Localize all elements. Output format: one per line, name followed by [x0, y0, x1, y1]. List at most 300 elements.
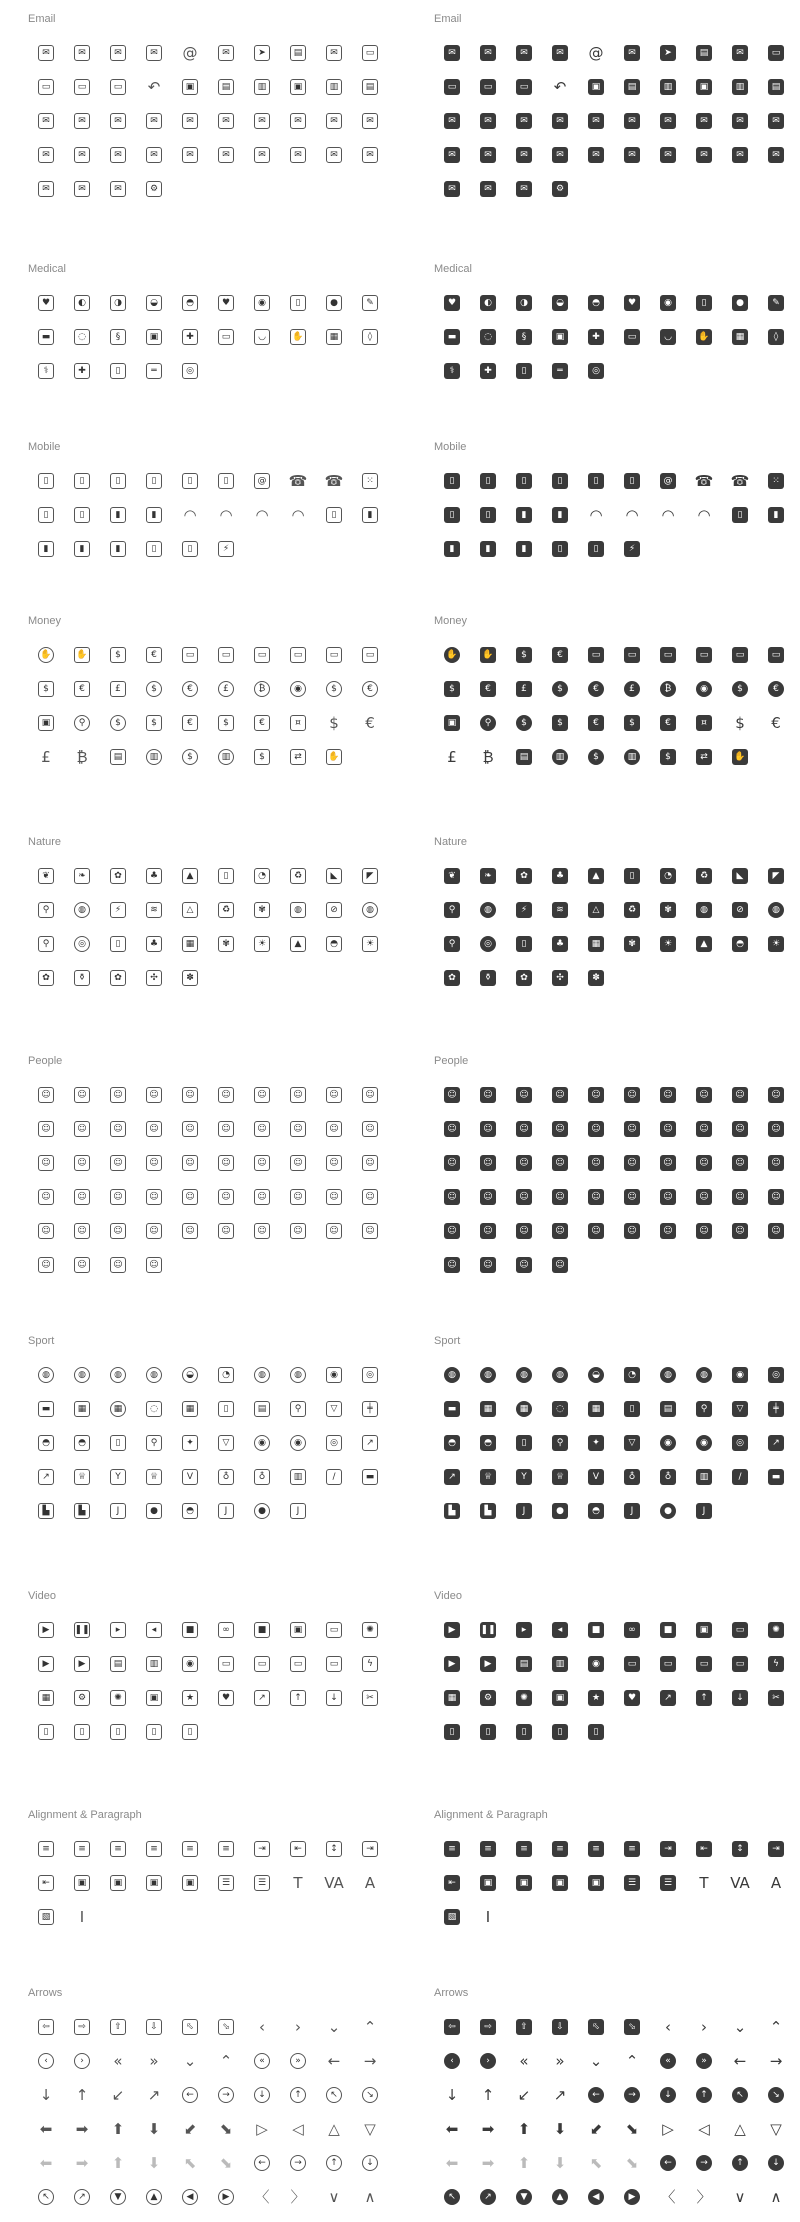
envelope-flap-icon[interactable] [506, 36, 542, 70]
javelin-icon[interactable] [434, 1460, 470, 1494]
film-heart-icon[interactable] [208, 1681, 244, 1715]
user-clown-icon[interactable] [100, 1180, 136, 1214]
chevron-down-icon[interactable] [316, 2010, 352, 2044]
user-mustache-icon[interactable] [578, 1146, 614, 1180]
vhs-icon[interactable] [208, 1647, 244, 1681]
open-chevron-up-icon[interactable] [758, 2180, 794, 2214]
faucet-icon[interactable] [28, 927, 64, 961]
swim-ring-icon[interactable] [136, 1392, 172, 1426]
user-chinese-icon[interactable] [506, 1146, 542, 1180]
user-curly-icon[interactable] [686, 1146, 722, 1180]
paper-plane-icon[interactable] [650, 36, 686, 70]
phone-text-icon[interactable] [722, 498, 758, 532]
wifi-outline-icon[interactable] [650, 498, 686, 532]
tennis-ball-icon[interactable] [280, 1358, 316, 1392]
euro-sign-icon[interactable] [352, 706, 388, 740]
open-chevron-right-icon[interactable] [280, 2180, 316, 2214]
arm-icon[interactable] [578, 1494, 614, 1528]
tree-icon[interactable] [542, 859, 578, 893]
coins-pile-icon[interactable] [542, 740, 578, 774]
baseball-icon[interactable] [506, 1358, 542, 1392]
user-cowboy-icon[interactable] [64, 1112, 100, 1146]
wallet-cards-icon[interactable] [758, 638, 794, 672]
wallet-icon[interactable] [280, 638, 316, 672]
pound-coin-icon[interactable] [614, 672, 650, 706]
clear-formatting-icon[interactable] [470, 1900, 506, 1934]
image-inline-icon[interactable] [578, 1866, 614, 1900]
tv-icon[interactable] [650, 1647, 686, 1681]
envelope-fast-icon[interactable] [614, 36, 650, 70]
potted-plant-icon[interactable] [28, 961, 64, 995]
first-aid-kit-icon[interactable] [172, 320, 208, 354]
circle-arrow-up-icon[interactable] [280, 2078, 316, 2112]
mountains-icon[interactable] [280, 927, 316, 961]
envelope-cloud-icon[interactable] [100, 172, 136, 206]
film-strip-icon[interactable] [136, 1647, 172, 1681]
hockey-puck-icon[interactable] [28, 1392, 64, 1426]
circle-corner-right-icon[interactable] [64, 2180, 100, 2214]
clapperboard-icon[interactable] [100, 1647, 136, 1681]
medal-ribbon-icon[interactable] [244, 1460, 280, 1494]
thin-arrow-down-icon[interactable] [28, 2078, 64, 2112]
sim-card-icon[interactable] [28, 498, 64, 532]
baseline-icon[interactable] [758, 1866, 794, 1900]
circle-triangle-up-icon[interactable] [136, 2180, 172, 2214]
envelope-check-icon[interactable] [280, 104, 316, 138]
pinwheel-icon[interactable] [542, 961, 578, 995]
faded-arrow-down-right-icon[interactable] [208, 2146, 244, 2180]
circle-chevron-right-icon[interactable] [64, 2044, 100, 2078]
hand-card-icon[interactable] [722, 740, 758, 774]
roller-skate-icon[interactable] [28, 1494, 64, 1528]
hospital-icon[interactable] [316, 320, 352, 354]
chevron-right-icon[interactable] [686, 2010, 722, 2044]
hockey-stick-icon[interactable] [506, 1494, 542, 1528]
circle-down-icon[interactable] [758, 2146, 794, 2180]
goal-icon[interactable] [470, 1392, 506, 1426]
envelope-stack-icon[interactable] [758, 70, 794, 104]
user-glasses-icon[interactable] [614, 1146, 650, 1180]
user-santa-icon[interactable] [208, 1180, 244, 1214]
thin-arrow-down-left-icon[interactable] [100, 2078, 136, 2112]
coin-stack-2-icon[interactable] [208, 740, 244, 774]
dollar-sign-icon[interactable] [316, 706, 352, 740]
basketball-icon[interactable] [434, 1358, 470, 1392]
signal-3g-icon[interactable] [100, 498, 136, 532]
circle-arrow-down-right-icon[interactable] [758, 2078, 794, 2112]
caduceus-icon[interactable] [28, 354, 64, 388]
clear-format-doc-icon[interactable] [28, 1900, 64, 1934]
film-share-icon[interactable] [244, 1681, 280, 1715]
clear-format-doc-icon[interactable] [434, 1900, 470, 1934]
dollar-down-icon[interactable] [208, 706, 244, 740]
basketball-hoop-icon[interactable] [506, 1392, 542, 1426]
card-chip-icon[interactable] [614, 638, 650, 672]
currency-icon[interactable] [686, 706, 722, 740]
phone-at-icon[interactable] [244, 464, 280, 498]
user-worker-icon[interactable] [434, 1146, 470, 1180]
inbox-tray-icon[interactable] [506, 70, 542, 104]
video-flv-icon[interactable] [172, 1715, 208, 1749]
money-bag-2-icon[interactable] [136, 638, 172, 672]
ambulance-icon[interactable] [614, 320, 650, 354]
bowling-pins-icon[interactable] [614, 1426, 650, 1460]
envelope-star-icon[interactable] [64, 104, 100, 138]
no-tree-icon[interactable] [316, 893, 352, 927]
faded-arrow-up-left-icon[interactable] [578, 2146, 614, 2180]
user-grandpa-icon[interactable] [506, 1112, 542, 1146]
thin-arrow-up-right-icon[interactable] [136, 2078, 172, 2112]
user-cap-icon[interactable] [280, 1078, 316, 1112]
envelope-minus-icon[interactable] [614, 104, 650, 138]
circle-triangle-down-icon[interactable] [100, 2180, 136, 2214]
arrow-up-icon[interactable] [100, 2010, 136, 2044]
medicine-icon[interactable] [100, 354, 136, 388]
phone-keypad-icon[interactable] [100, 464, 136, 498]
envelope-plus-icon[interactable] [578, 104, 614, 138]
video-wmv-icon[interactable] [136, 1715, 172, 1749]
image-right-icon[interactable] [100, 1866, 136, 1900]
arrow-right-icon[interactable] [470, 2010, 506, 2044]
arrow-down-icon[interactable] [542, 2010, 578, 2044]
rewind-icon[interactable] [542, 1613, 578, 1647]
stopwatch-icon[interactable] [614, 1358, 650, 1392]
circle-corner-right-icon[interactable] [470, 2180, 506, 2214]
film-frame-icon[interactable] [434, 1681, 470, 1715]
user-captain-icon[interactable] [578, 1214, 614, 1248]
align-right-icon[interactable] [506, 1832, 542, 1866]
bold-arrow-down-left-icon[interactable] [172, 2112, 208, 2146]
thin-arrow-down-left-icon[interactable] [506, 2078, 542, 2112]
bold-arrow-down-right-icon[interactable] [208, 2112, 244, 2146]
text-type-icon[interactable] [686, 1866, 722, 1900]
triangle-recycle-icon[interactable] [578, 893, 614, 927]
pine-tree-icon[interactable] [578, 859, 614, 893]
circle-up-icon[interactable] [316, 2146, 352, 2180]
arrow-down-icon[interactable] [136, 2010, 172, 2044]
safe-icon[interactable] [434, 706, 470, 740]
image-right-icon[interactable] [506, 1866, 542, 1900]
sun-cloud-icon[interactable] [650, 927, 686, 961]
medal-icon[interactable] [208, 1460, 244, 1494]
user-farmer-icon[interactable] [722, 1214, 758, 1248]
user-boy-icon[interactable] [506, 1078, 542, 1112]
target-icon[interactable] [316, 1426, 352, 1460]
bold-arrow-right-icon[interactable] [470, 2112, 506, 2146]
double-chevron-up-icon[interactable] [614, 2044, 650, 2078]
envelope-user-icon[interactable] [64, 138, 100, 172]
watering-can-icon[interactable] [470, 961, 506, 995]
circle-chevron-right-icon[interactable] [470, 2044, 506, 2078]
cup-icon[interactable] [506, 1460, 542, 1494]
snorkel-icon[interactable] [686, 1494, 722, 1528]
money-bag-2-icon[interactable] [542, 638, 578, 672]
dollar-sign-icon[interactable] [722, 706, 758, 740]
tv-retro-icon[interactable] [686, 1647, 722, 1681]
user-curly-icon[interactable] [280, 1146, 316, 1180]
golf-ball-icon[interactable] [244, 1494, 280, 1528]
leaf-icon[interactable] [434, 859, 470, 893]
target-icon[interactable] [722, 1426, 758, 1460]
arrow-up-left-icon[interactable] [172, 2010, 208, 2044]
phone-antenna-icon[interactable] [172, 464, 208, 498]
arrow-left-icon[interactable] [28, 2010, 64, 2044]
dollar-bill-icon[interactable] [28, 672, 64, 706]
video-wmv-icon[interactable] [542, 1715, 578, 1749]
triangle-recycle-icon[interactable] [172, 893, 208, 927]
user-judge-icon[interactable] [280, 1214, 316, 1248]
card-wallet-icon[interactable] [244, 638, 280, 672]
open-chevron-left-icon[interactable] [650, 2180, 686, 2214]
user-female-icon[interactable] [64, 1078, 100, 1112]
snorkel-icon[interactable] [280, 1494, 316, 1528]
user-chinese-icon[interactable] [100, 1146, 136, 1180]
phone-antenna-icon[interactable] [578, 464, 614, 498]
bowling-pins-icon[interactable] [208, 1426, 244, 1460]
triangle-up-icon[interactable] [316, 2112, 352, 2146]
thin-arrow-up-icon[interactable] [64, 2078, 100, 2112]
bitcoin-sign-icon[interactable] [64, 740, 100, 774]
coin-stack-2-icon[interactable] [614, 740, 650, 774]
coins-pile-icon[interactable] [136, 740, 172, 774]
inbox-icon[interactable] [758, 36, 794, 70]
user-pilot-icon[interactable] [470, 1146, 506, 1180]
wheelchair-icon[interactable] [172, 354, 208, 388]
money-transfer-icon[interactable] [686, 740, 722, 774]
arrow-down-right-icon[interactable] [614, 2010, 650, 2044]
battery-high-icon[interactable] [434, 532, 470, 566]
battery-charge-icon[interactable] [208, 532, 244, 566]
tennis-ball-icon[interactable] [686, 1358, 722, 1392]
play-icon[interactable] [28, 1613, 64, 1647]
coins-euro-icon[interactable] [352, 672, 388, 706]
plant-hand-icon[interactable] [506, 859, 542, 893]
heart-organ-icon[interactable] [28, 286, 64, 320]
video-mp4-icon[interactable] [64, 1715, 100, 1749]
bold-arrow-left-icon[interactable] [434, 2112, 470, 2146]
user-mask-icon[interactable] [722, 1146, 758, 1180]
bat-icon[interactable] [316, 1460, 352, 1494]
drop-icon[interactable] [316, 286, 352, 320]
no-tree-icon[interactable] [722, 893, 758, 927]
postage-icon[interactable] [686, 70, 722, 104]
coin-exchange-icon[interactable] [100, 706, 136, 740]
circle-up-icon[interactable] [722, 2146, 758, 2180]
trophy-2-icon[interactable] [136, 1460, 172, 1494]
text-direction-icon[interactable] [758, 1832, 794, 1866]
sim-card-icon[interactable] [434, 498, 470, 532]
wifi-full-icon[interactable] [208, 498, 244, 532]
envelope-gear-icon[interactable] [542, 172, 578, 206]
ice-skate-icon[interactable] [64, 1494, 100, 1528]
video-avi-icon[interactable] [28, 1715, 64, 1749]
dollar-refresh-icon[interactable] [136, 706, 172, 740]
euro-down-icon[interactable] [244, 706, 280, 740]
mailbox-post-icon[interactable] [722, 70, 758, 104]
envelope-print-icon[interactable] [434, 172, 470, 206]
user-nurse-icon[interactable] [722, 1078, 758, 1112]
flower-pot-icon[interactable] [506, 961, 542, 995]
kettlebell-icon[interactable] [542, 1494, 578, 1528]
user-student-icon[interactable] [244, 1180, 280, 1214]
film-star-icon[interactable] [578, 1681, 614, 1715]
indent-increase-icon[interactable] [650, 1832, 686, 1866]
thin-arrow-right-icon[interactable] [758, 2044, 794, 2078]
play-screen-icon[interactable] [470, 1647, 506, 1681]
goal-icon[interactable] [64, 1392, 100, 1426]
open-chevron-left-icon[interactable] [244, 2180, 280, 2214]
user-hat-icon[interactable] [244, 1146, 280, 1180]
envelope-letter-icon[interactable] [316, 36, 352, 70]
hand-coin-icon[interactable] [434, 638, 470, 672]
envelope-sync-icon[interactable] [470, 172, 506, 206]
chevron-down-icon[interactable] [722, 2010, 758, 2044]
user-witch-icon[interactable] [506, 1248, 542, 1282]
banner-icon[interactable] [758, 859, 794, 893]
stomach-icon[interactable] [506, 286, 542, 320]
basketball-hoop-icon[interactable] [100, 1392, 136, 1426]
boxing-ring-icon[interactable] [578, 1392, 614, 1426]
brain-icon[interactable] [578, 286, 614, 320]
battery-high-icon[interactable] [28, 532, 64, 566]
phone-flip-icon[interactable] [136, 464, 172, 498]
line-spacing-icon[interactable] [316, 1832, 352, 1866]
helmet-icon[interactable] [28, 1426, 64, 1460]
user-beard-icon[interactable] [758, 1146, 794, 1180]
rugby-ball-icon[interactable] [172, 1358, 208, 1392]
thin-arrow-left-icon[interactable] [722, 2044, 758, 2078]
envelope-attach-icon[interactable] [208, 138, 244, 172]
inbox-upload-icon[interactable] [64, 70, 100, 104]
eight-ball-icon[interactable] [650, 1426, 686, 1460]
inbox-download-icon[interactable] [28, 70, 64, 104]
pound-coin-icon[interactable] [208, 672, 244, 706]
arm-icon[interactable] [172, 1494, 208, 1528]
flash-icon[interactable] [352, 1647, 388, 1681]
triangle-left-icon[interactable] [686, 2112, 722, 2146]
thin-arrow-up-right-icon[interactable] [542, 2078, 578, 2112]
user-nurse-icon[interactable] [316, 1078, 352, 1112]
card-icon[interactable] [578, 638, 614, 672]
cassette-icon[interactable] [316, 1613, 352, 1647]
envelope-share-icon[interactable] [28, 138, 64, 172]
double-chevron-right-icon[interactable] [136, 2044, 172, 2078]
circle-arrow-down-icon[interactable] [650, 2078, 686, 2112]
mailbox-icon[interactable] [244, 70, 280, 104]
envelope-down-icon[interactable] [542, 138, 578, 172]
circle-arrow-down-right-icon[interactable] [352, 2078, 388, 2112]
triangle-down-icon[interactable] [758, 2112, 794, 2146]
recycle-icon[interactable] [614, 893, 650, 927]
image-center-icon[interactable] [542, 1866, 578, 1900]
coin-search-icon[interactable] [470, 706, 506, 740]
trash-bin-icon[interactable] [506, 927, 542, 961]
circle-chevron-left-icon[interactable] [28, 2044, 64, 2078]
circle-left-icon[interactable] [244, 2146, 280, 2180]
dollar-refresh-icon[interactable] [542, 706, 578, 740]
bicycle-icon[interactable] [136, 1426, 172, 1460]
euro-coin-icon[interactable] [172, 672, 208, 706]
align-center-icon[interactable] [470, 1832, 506, 1866]
tv-icon[interactable] [244, 1647, 280, 1681]
coins-euro-icon[interactable] [758, 672, 794, 706]
envelope-heart-icon[interactable] [506, 104, 542, 138]
recycle-icon[interactable] [208, 893, 244, 927]
envelope-icon[interactable] [434, 36, 470, 70]
mailbox-icon[interactable] [650, 70, 686, 104]
user-farmer-icon[interactable] [316, 1214, 352, 1248]
flower-icon[interactable] [172, 961, 208, 995]
baseline-icon[interactable] [352, 1866, 388, 1900]
circle-left-icon[interactable] [650, 2146, 686, 2180]
film-cut-icon[interactable] [758, 1681, 794, 1715]
drop-icon[interactable] [722, 286, 758, 320]
envelope-x-icon[interactable] [542, 36, 578, 70]
trophy-icon[interactable] [64, 1460, 100, 1494]
vhs-icon[interactable] [614, 1647, 650, 1681]
tooth-icon[interactable] [758, 320, 794, 354]
battery-empty-icon[interactable] [542, 532, 578, 566]
recycle-badge-icon[interactable] [280, 859, 316, 893]
brain-icon[interactable] [172, 286, 208, 320]
user-monk-icon[interactable] [28, 1214, 64, 1248]
bold-arrow-right-icon[interactable] [64, 2112, 100, 2146]
bitcoin-coin-icon[interactable] [244, 672, 280, 706]
user-woman-icon[interactable] [172, 1078, 208, 1112]
pinwheel-icon[interactable] [136, 961, 172, 995]
signal-3g-icon[interactable] [506, 498, 542, 532]
pool-balls-icon[interactable] [686, 1426, 722, 1460]
head-icon[interactable] [244, 286, 280, 320]
chevron-left-icon[interactable] [650, 2010, 686, 2044]
line-spacing-icon[interactable] [722, 1832, 758, 1866]
thin-arrow-right-icon[interactable] [352, 2044, 388, 2078]
boxing-ring-icon[interactable] [172, 1392, 208, 1426]
mortar-icon[interactable] [650, 320, 686, 354]
circle-right-icon[interactable] [686, 2146, 722, 2180]
pennant-icon[interactable] [722, 859, 758, 893]
circle-double-left-icon[interactable] [244, 2044, 280, 2078]
no-wifi-icon[interactable] [280, 498, 316, 532]
money-bag-icon[interactable] [100, 638, 136, 672]
card-wallet-icon[interactable] [650, 638, 686, 672]
pause-icon[interactable] [64, 1613, 100, 1647]
earth-icon[interactable] [686, 893, 722, 927]
stethoscope-icon[interactable] [470, 320, 506, 354]
text-lines-2-icon[interactable] [208, 1832, 244, 1866]
podium-icon[interactable] [686, 1460, 722, 1494]
align-center-icon[interactable] [64, 1832, 100, 1866]
bold-arrow-down-icon[interactable] [542, 2112, 578, 2146]
user-captain-icon[interactable] [172, 1214, 208, 1248]
double-chevron-left-icon[interactable] [100, 2044, 136, 2078]
mortar-icon[interactable] [244, 320, 280, 354]
circle-double-left-icon[interactable] [650, 2044, 686, 2078]
video-file-icon[interactable] [28, 1647, 64, 1681]
sprout-icon[interactable] [64, 859, 100, 893]
bitcoin-coin-icon[interactable] [650, 672, 686, 706]
flash-icon[interactable] [758, 1647, 794, 1681]
bold-arrow-down-left-icon[interactable] [578, 2112, 614, 2146]
user-police-icon[interactable] [208, 1112, 244, 1146]
user-hipster-icon[interactable] [686, 1180, 722, 1214]
envelope-heart-icon[interactable] [100, 104, 136, 138]
coin-hand-icon[interactable] [172, 740, 208, 774]
first-aid-kit-icon[interactable] [578, 320, 614, 354]
rewind-icon[interactable] [136, 1613, 172, 1647]
circle-triangle-left-icon[interactable] [172, 2180, 208, 2214]
battery-charge-icon[interactable] [614, 532, 650, 566]
